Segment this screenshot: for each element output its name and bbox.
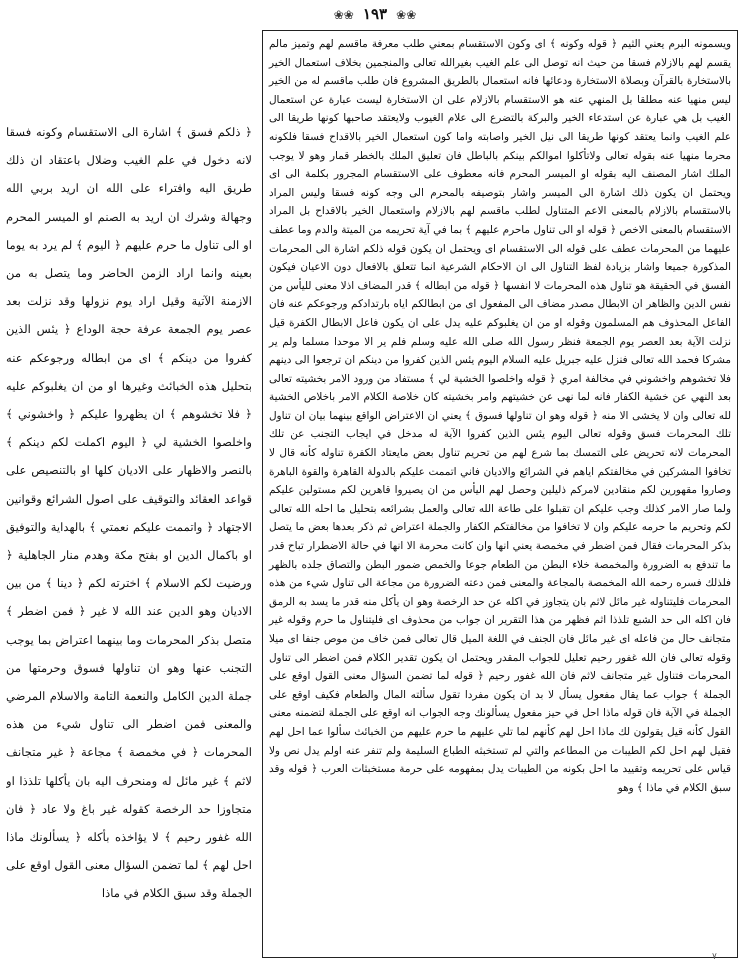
page-number: ١٩٣ bbox=[362, 5, 388, 23]
ornament-right: ❀❀ bbox=[396, 8, 417, 22]
commentary-text: ويسمونه البرم يعني الثيم ﴿ قوله وكونه ﴾ اى وكون الاستقسام بمعني طلب معرفة ماقسم لهم وتميز مالم يقسم لهم بالازلام فسقا من حيث انه توصل الى علم الغيب بغيرالله تعالى والمنجمين بخلاف استعمال الخير بالاستخارة بالقرآن وبصلاة الاستخارة ودعائها فانه استعمال بالطريق المشروع فان طلب ماقسم له من الخير ليس منهيا عنه مطلقا بل المنهي عنه هو الاستقسام بالازلام على ان الاستخارة ليست عبارة عن استعمال الغيب بل هي عبارة عن استدعاء الخير والبركة بالتضرع الى علام الغيوب ولايعتقد صاحبها كونها طريقا الى علم الغيب وانما يعتقد كونها طريقا الى نيل الخير واصابته واما كون استعمال الخير بالاقداح فسقا فلكونه محرما منهيا عنه بقوله تعالى ولاتأكلوا اموالكم بينكم بالباطل فان تعليق الملك بالخطر قمار وهو لا يوجب الملك اشار المصنف اليه بقوله او الميسر المحرم فانه معطوف على الاستقسام المجرور بكلمة الى اى ويحتمل ان يكون ذلك اشارة الى الميسر واشار بتوصيفه بالمحرم الى وجه كونه فسقا وليس المراد بالاستقسام بالازلام بالمعنى الاعم المتناول لطلب ماقسم لهم بالازلام واستعمال الخير بالاقداح بل المراد الاستقسام بالمعنى الاخص ﴿ قوله او الى تناول ماحرم عليهم ﴾ بما في آية تحريمه من الميتة والدم وما عطف عليهما من المحرمات عطف على قوله الى الاستقسام اى ويحتمل ان يكون قوله ذلكم اشارة الى المحرمات المذكورة جميعا واشار بزيادة لفظ التناول الى ان الاحكام الشرعية انما تتعلق بالافعال دون الاعيان فيكون الفسق في الحقيقة هو تناول هذه المحرمات لا انفسها ﴿ قوله من ابطاله ﴾ قدر المضاف اذلا معنى لليأس من نفس الدين والظاهر ان الابطال مصدر مضاف الى المفعول اى من ابطالكم اياه بارتدادكم ورجوعكم عنه فان الفاعل المحذوف هم المسلمون وقوله او من ان يغلبوكم عليه يدل على ان يكون فاعل الابطال الكفرة قيل نزلت الآية بعد العصر يوم الجمعة فنظر رسول الله صلى الله عليه وسلم فلم ير الا موحدا مسلما ولم ير مشركا فحمد الله تعالى فنزل عليه جبريل عليه السلام اليوم يئس الذين كفروا من دينكم ان ترجعوا الى دينهم فلا تخشوهم واخشوني في مخالفة امري ﴿ قوله واخلصوا الخشية لي ﴾ مستفاد من ورود الامر بخشيته تعالى بعد النهي عن خشية الكفار فانه لما نهى عن خشيتهم وامر بخشيته كان خلاصة الكلام الامر باخلاص الخشية لله تعالى وان لا يخشى الا منه ﴿ قوله وهو ان تناولها فسوق ﴾ يعني ان الاعتراض الواقع بينهما بيان ان تناول تلك المحرمات فسق وقوله تعالى اليوم يئس الذين كفروا الآية له مدخل في ايجاب التجنب عن تلك المحرمات لانه تحريض على التمسك بما شرع لهم من تحريم تناول بعض مايعتاد الكفرة تناوله كأنه قال لا تخافوا المشركين في مخالفتكم اياهم في الشرائع والاديان فاني اتممت عليكم بالدولة القاهرة والقوة الباهرة وصاروا مقهورين لكم منقادين لامركم ذليلين وحصل لهم اليأس من ان يصيروا قاهرين لكم مستولين عليكم ولما صار الامر كذلك وجب عليكم ان تقبلوا على طاعة الله تعالى والعمل بشرائعه بتحليل ما احله الله تعالى لكم وتحريم ما حرمه عليكم وان لا تخافوا من مخالفتكم الكفار والجملة اعتراض ثم ذكر بعدها بعض ما يتصل بذكر المحرمات فقال فمن اضطر في مخمصة يعني انها وان كانت محرمة الا انها في حالة الاضطرار تباح قدر ما تندفع به الضرورة والمخمصة خلاء البطن من الطعام جوعا والخمص ضمور البطن والتصاق جلده بالظهر فلذلك فسره رحمه الله المخمصة بالمجاعة والمعنى فمن دعته الضرورة من مجاعة الى تناول شيء من هذه المحرمات فليتناوله غير مائل لاثم بان يتجاوز في اكله عن حد الرخصة وهو ان يأكل منه قدر ما يسد به الرمق فان اكله الى حد الشبع تلذذا اثم فظهر من هذا التقرير ان جواب من محذوف اى فليتناول ما حرم وقوله غير متجانف حال من فاعله اى غير مائل فان الجنف في اللغة الميل قال تعالى فمن خاف من موص جنفا اى ميلا وقوله تعالى فان الله غفور رحيم تعليل للجواب المقدر ويحتمل ان يكون تقدير الكلام فمن اضطر الى تناول المحرمات فتناول غير متجانف لاثم فان الله غفور رحيم ﴿ قوله لما تضمن السؤال معنى القول اوقع على الجملة ﴾ جواب عما يقال مفعول يسأل لا بد ان يكون مفردا تقول سألته المال والطعام فكيف اوقع على الجملة في الآية فان قوله ماذا احل في حيز مفعول يسألونك وجه الجواب انه اوقع على الجملة لتضمنه معنى القول كأنه قيل يقولون لك ماذا احل لهم كأنهم لما تلي عليهم ما حرم عليهم من الخبائث سألوا عما احل لهم فقيل لهم احل لكم الطيبات من المطاعم والتي لم تستخبثه الطباع السليمة ولم تنفر عنه اولم يدل نص ولا قياس على تحريمه وتقييد ما احل بكونه من الطيبات يدل بمفهومه على حرمة مستخبثات العرب ﴿ قوله وقد سبق الكلام في ماذا ﴾ وهو bbox=[269, 38, 731, 794]
margin-text: ﴿ ذلكم فسق ﴾ اشارة الى الاستقسام وكونه فسقا لانه دخول في علم الغيب وضلال باعتقاد ان ذلك طريق اليه وافتراء على الله ان اريد بربي الله وجهالة وشرك ان اريد به الصنم او الميسر المحرم او الى تناول ما حرم عليهم ﴿ اليوم ﴾ لم يرد به يوما بعينه وانما اراد الزمن الحاضر وما يتصل به من الازمنة الآتية وقيل اراد يوم نزولها وقد نزلت بعد عصر يوم الجمعة عرفة حجة الوداع ﴿ يئس الذين كفروا من دينكم ﴾ اى من ابطاله ورجوعكم عنه بتحليل هذه الخبائث وغيرها او من ان يغلبوكم عليه ﴿ فلا تخشوهم ﴾ ان يظهروا عليكم ﴿ واخشوني ﴾ واخلصوا الخشية لي ﴿ اليوم اكملت لكم دينكم ﴾ بالنصر والاظهار على الاديان كلها او بالتنصيص على قواعد العقائد والتوقيف على اصول الشرائع وقوانين الاجتهاد ﴿ واتممت عليكم نعمتي ﴾ بالهداية والتوفيق او باكمال الدين او بفتح مكة وهدم منار الجاهلية ﴿ ورضيت لكم الاسلام ﴾ اخترته لكم ﴿ دينا ﴾ من بين الاديان وهو الدين عند الله لا غير ﴿ فمن اضطر ﴾ متصل بذكر المحرمات وما بينهما اعتراض بما يوجب التجنب عنها وهو ان تناولها فسوق وحرمتها من جملة الدين الكامل والنعمة التامة والاسلام المرضي والمعنى فمن اضطر الى تناول شيء من هذه المحرمات ﴿ في مخمصة ﴾ مجاعة ﴿ غير متجانف لاثم ﴾ غير مائل له ومنحرف اليه بان يأكلها تلذذا او متجاوزا حد الرخصة كقوله غير باغ ولا عاد ﴿ فان الله غفور رحيم ﴾ لا يؤاخذه بأكله ﴿ يسألونك ماذا احل لهم ﴾ لما تضمن السؤال معنى القول اوقع على الجملة وقد سبق الكلام في ماذا bbox=[6, 125, 252, 901]
commentary-box bbox=[262, 30, 738, 958]
page-header bbox=[0, 4, 750, 30]
footer-mark: ٧ bbox=[712, 952, 717, 962]
ornament-left: ❀❀ bbox=[333, 8, 354, 22]
margin-text-column bbox=[6, 118, 252, 958]
